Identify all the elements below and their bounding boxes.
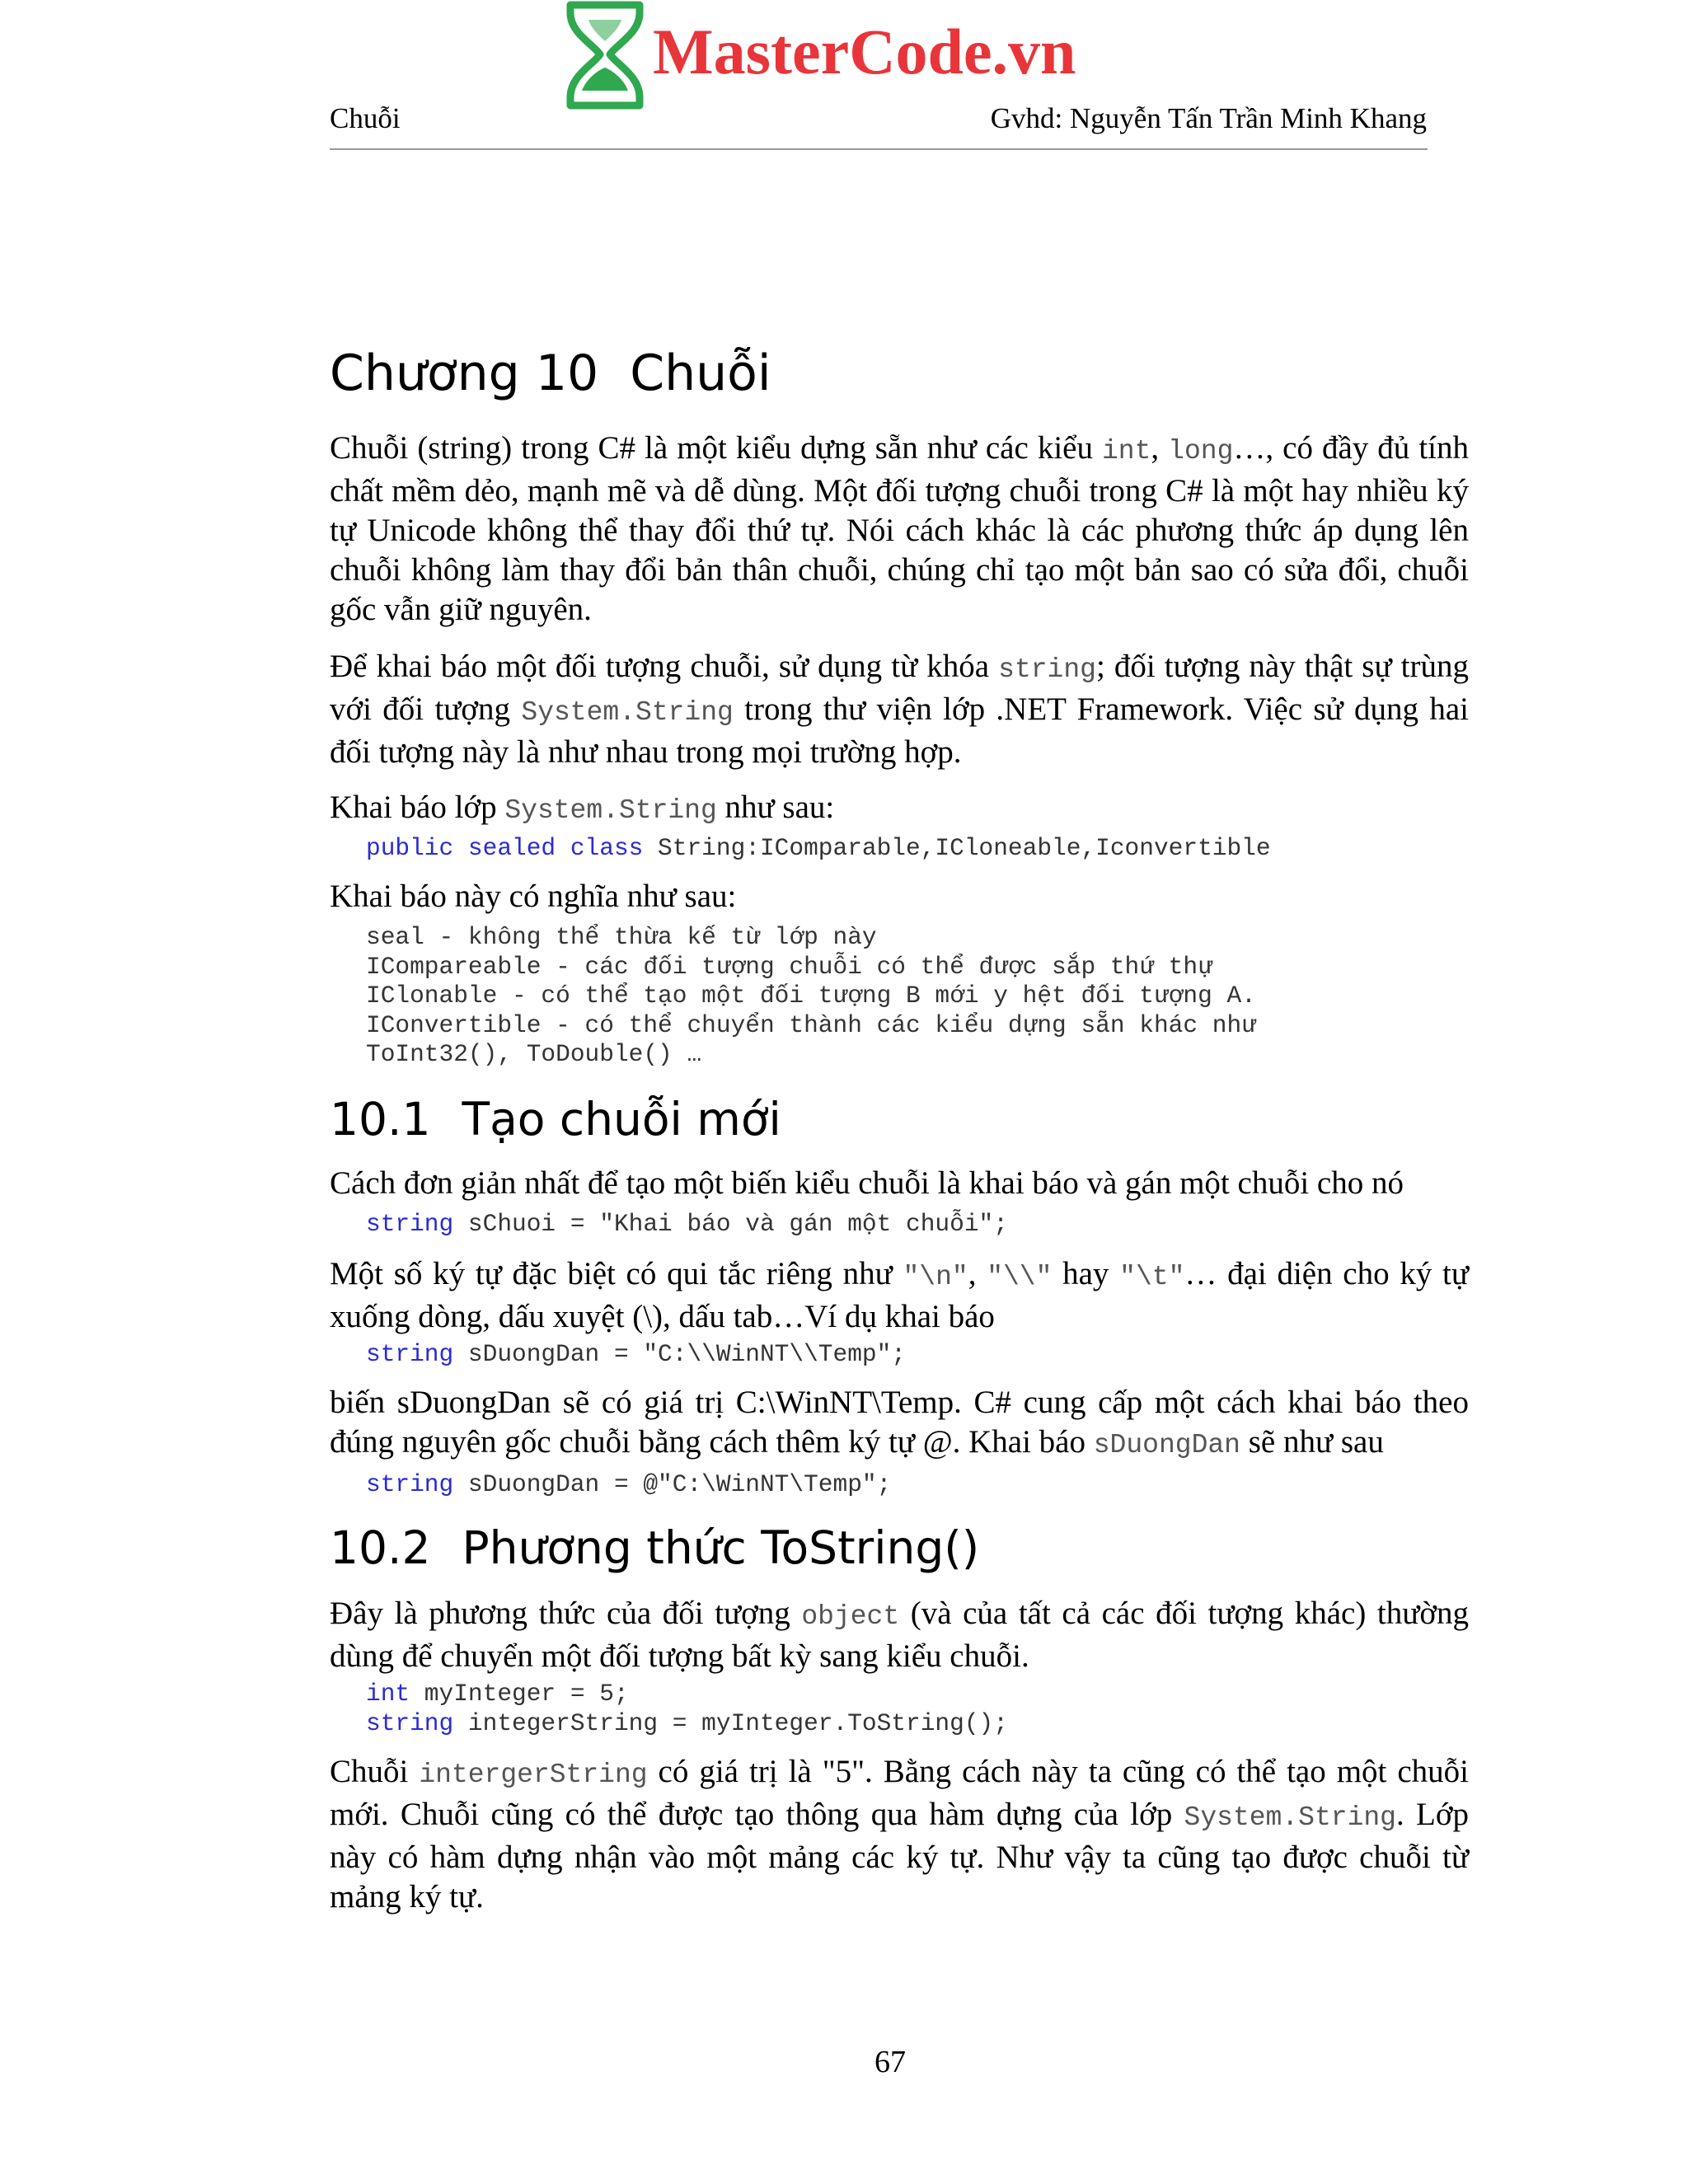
inline-code: "\n" [903, 1262, 968, 1292]
code-keyword: string [366, 1708, 454, 1737]
code-keyword: public sealed class [366, 834, 644, 862]
inline-code: long [1168, 436, 1234, 466]
inline-code: System.String [1184, 1802, 1396, 1833]
inline-code: intergerString [419, 1760, 648, 1790]
inline-code: System.String [521, 697, 734, 728]
code-block-path-escaped: string sDuongDan = "C:\\WinNT\\Temp"; [366, 1340, 907, 1368]
code-block-declare-string: string sChuoi = "Khai báo và gán một chuỗi"; [366, 1210, 1008, 1238]
section1-paragraph-2: Một số ký tự đặc biệt có qui tắc riêng như "\n", "\\" hay "\t"… đại diện cho ký tự xuống dòng, dấu xuyệt (\), dấu tab…Ví dụ khai báo [330, 1256, 1470, 1334]
intro-paragraph-3: Khai báo lớp System.String như sau: [330, 790, 835, 826]
code-line: string integerString = myInteger.ToString(); [366, 1708, 1008, 1737]
mastercode-logo [564, 0, 1108, 112]
inline-code: string [998, 654, 1096, 685]
header-section-title: Chuỗi [330, 102, 401, 134]
chapter-number: Chương 10 [330, 344, 599, 402]
hourglass-icon [564, 0, 646, 112]
header-instructor: Gvhd: Nguyễn Tấn Trần Minh Khang [990, 102, 1427, 134]
section2-paragraph-2: Chuỗi intergerString có giá trị là "5". Bằng cách này ta cũng có thể tạo một chuỗi mới. Chuỗi cũng có thể được tạo thông qua hàm dựng của lớp System.String. Lớp này có hàm dựng nhận vào một mảng các ký tự. Như vậy ta cũng tạo được chuỗi từ mảng ký tự. [330, 1754, 1469, 1915]
section1-paragraph-1: Cách đơn giản nhất để tạo một biến kiểu chuỗi là khai báo và gán một chuỗi cho nó [330, 1165, 1404, 1201]
section-heading-10-2: 10.2 Phương thức ToString() [330, 1521, 980, 1574]
code-line: ToInt32(), ToDouble() … [366, 1040, 702, 1068]
chapter-title [330, 344, 771, 402]
code-line: ICompareable - các đối tượng chuỗi có thể được sắp thứ thự [366, 952, 1212, 981]
code-line: IClonable - có thể tạo một đối tượng B mới y hệt đối tượng A. [366, 982, 1256, 1010]
section-heading-10-1: 10.1 Tạo chuỗi mới [330, 1093, 781, 1146]
inline-code: "\t" [1119, 1262, 1185, 1292]
code-block-class-declaration: public sealed class String:IComparable,ICloneable,Iconvertible [366, 834, 1271, 862]
header-divider [330, 148, 1428, 150]
section1-paragraph-3: biến sDuongDan sẽ có giá trị C:\WinNT\Temp. C# cung cấp một cách khai báo theo đúng nguyên gốc chuỗi bằng cách thêm ký tự @. Khai báo sDuongDan sẽ như sau [330, 1385, 1469, 1460]
inline-code: "\\" [987, 1262, 1053, 1292]
code-block-path-verbatim: string sDuongDan = @"C:\WinNT\Temp"; [366, 1470, 892, 1498]
code-keyword: string [366, 1210, 454, 1238]
inline-code: int [1101, 436, 1151, 466]
code-line: IConvertible - có thể chuyển thành các kiểu dựng sẵn khác như [366, 1010, 1256, 1039]
page-number: 67 [874, 2045, 906, 2079]
inline-code: System.String [504, 795, 717, 826]
intro-paragraph-2: Để khai báo một đối tượng chuỗi, sử dụng từ khóa string; đối tượng này thật sự trùng với đối tượng System.String trong thư viện lớp .NET Framework. Việc sử dụng hai đối tượng này là như nhau trong mọi trường hợp. [330, 649, 1469, 770]
section2-paragraph-1: Đây là phương thức của đối tượng object (và của tất cả các đối tượng khác) thường dùng để chuyển một đối tượng bất kỳ sang kiểu chuỗi. [330, 1596, 1469, 1674]
code-keyword: string [366, 1470, 454, 1498]
code-keyword: int [366, 1680, 410, 1708]
code-line: int myInteger = 5; [366, 1680, 629, 1708]
code-keyword: string [366, 1340, 454, 1368]
code-block-meaning [366, 923, 1256, 1070]
logo-text: MasterCode.vn [653, 16, 1076, 87]
code-line: seal - không thể thừa kế từ lớp này [366, 923, 877, 951]
chapter-name: Chuỗi [630, 344, 771, 402]
inline-code: sDuongDan [1093, 1430, 1240, 1460]
inline-code: object [801, 1601, 900, 1632]
intro-paragraph-4: Khai báo này có nghĩa như sau: [330, 879, 737, 914]
intro-paragraph-1: Chuỗi (string) trong C# là một kiểu dựng sẵn như các kiểu int, long…, có đầy đủ tính chất mềm dẻo, mạnh mẽ và dễ dùng. Một đối tượng chuỗi trong C# là một hay nhiều ký tự Unicode không thể thay đổi thứ tự. Nói cách khác là các phương thức áp dụng lên chuỗi không làm thay đổi bản thân chuỗi, chúng chỉ tạo một bản sao có sửa đổi, chuỗi gốc vẫn giữ nguyên. [330, 430, 1469, 627]
code-block-tostring [366, 1680, 1008, 1738]
